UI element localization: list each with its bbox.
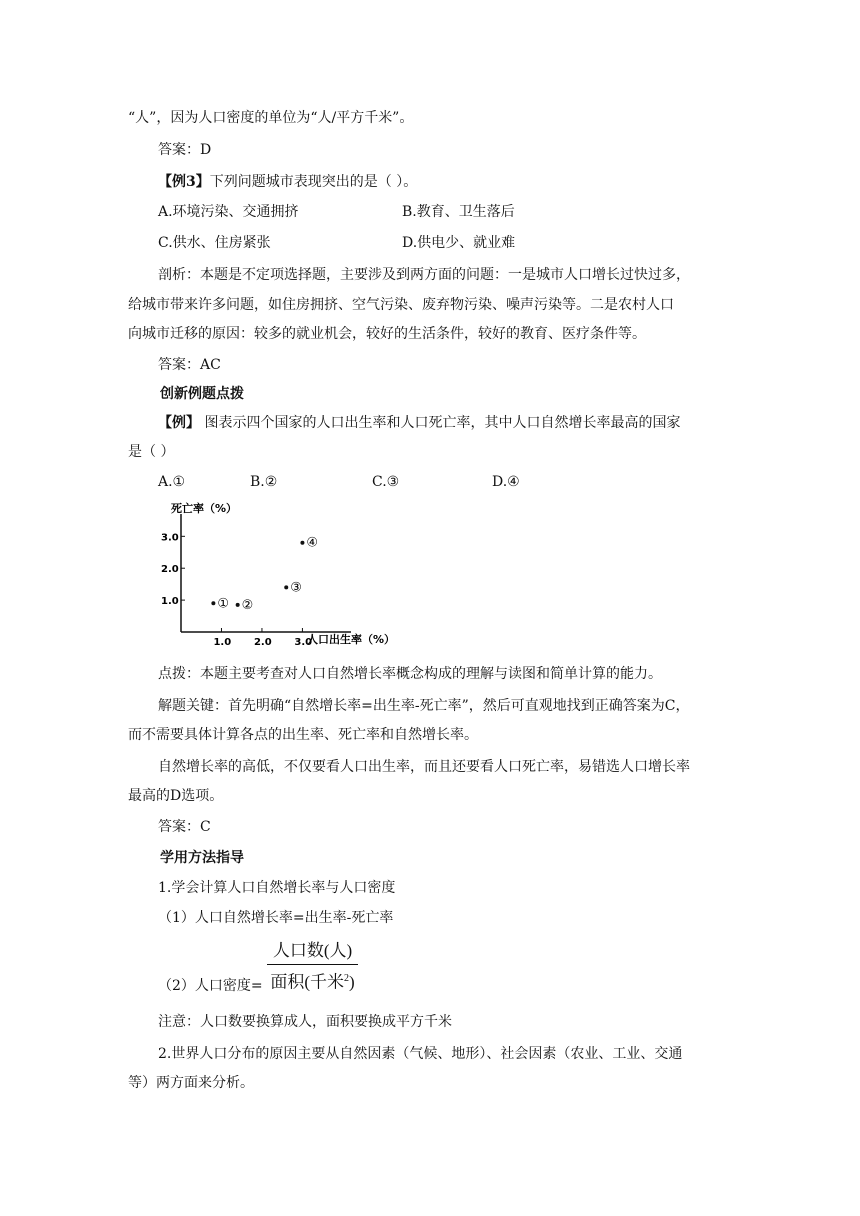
section-heading: 创新例题点拨 <box>160 386 244 402</box>
data-point <box>211 601 215 605</box>
note-line-2: 最高的D选项。 <box>128 788 224 804</box>
example-3-label: 【例3】 <box>158 174 210 190</box>
section-heading: 学用方法指导 <box>160 850 244 866</box>
method-line-2b: 等）两方面来分析。 <box>128 1075 254 1091</box>
method-line-1: 1.学会计算人口自然增长率与人口密度 <box>158 880 396 896</box>
method-line-2a: 2.世界人口分布的原因主要从自然因素（气候、地形）、社会因素（农业、工业、交通 <box>158 1046 683 1062</box>
option-c: C.供水、住房紧张 <box>158 235 271 251</box>
data-point-label: ② <box>241 597 254 613</box>
key-line-2: 而不需要具体计算各点的出生率、死亡率和自然增长率。 <box>128 727 478 743</box>
data-point-label: ④ <box>306 535 319 551</box>
tip-line: 点拨：本题主要考查对人口自然增长率概念构成的理解与读图和简单计算的能力。 <box>158 666 662 682</box>
data-point <box>236 603 240 607</box>
data-point-label: ① <box>217 596 230 612</box>
fraction-numerator: 人口数(人) <box>272 941 353 960</box>
option-a: A.环境污染、交通拥挤 <box>158 204 299 220</box>
example-text: 图表示四个国家的人口出生率和人口死亡率，其中人口自然增长率最高的国家 <box>200 415 681 431</box>
answer-line: 答案：AC <box>158 357 221 373</box>
x-tick-label: 3.0 <box>294 637 313 648</box>
text-line: “人”，因为人口密度的单位为“人/平方千米”。 <box>128 110 414 126</box>
x-tick-label: 2.0 <box>253 637 272 648</box>
answer-line: 答案：D <box>158 142 212 158</box>
option-b: B.② <box>250 474 278 490</box>
y-axis-label: 死亡率（%） <box>171 502 238 515</box>
data-point-label: ③ <box>290 580 302 596</box>
method-line-1b: （2）人口密度= <box>158 978 263 994</box>
x-tick-label: 1.0 <box>213 637 232 648</box>
analysis-line-3: 向城市迁移的原因：较多的就业机会，较好的生活条件，较好的教育、医疗条件等。 <box>128 326 646 342</box>
data-point <box>284 585 288 589</box>
fraction-denominator: 面积(千米$^2$) <box>270 972 355 992</box>
note-line-3: 注意：人口数要换算成人，面积要换成平方千米 <box>158 1014 452 1030</box>
density-fraction <box>265 940 360 994</box>
option-d: D.供电少、就业难 <box>402 235 516 251</box>
x-axis-label: 人口出生率（%） <box>307 633 396 646</box>
example-question-line-2: 是（ ） <box>128 444 175 460</box>
example-3-question <box>158 172 417 192</box>
option-b: B.教育、卫生落后 <box>402 204 515 220</box>
analysis-line-2: 给城市带来许多问题，如住房拥挤、空气污染、废弃物污染、噪声污染等。二是农村人口 <box>128 297 674 313</box>
option-d: D.④ <box>492 474 520 490</box>
analysis-line-1: 剖析：本题是不定项选择题，主要涉及到两方面的问题：一是城市人口增长过快过多， <box>158 267 690 283</box>
key-line-1: 解题关键：首先明确“自然增长率=出生率-死亡率”，然后可直观地找到正确答案为C， <box>158 698 690 714</box>
option-a: A.① <box>158 474 186 490</box>
method-line-1a: （1）人口自然增长率=出生率-死亡率 <box>158 910 394 926</box>
y-tick-label: 1.0 <box>161 596 179 608</box>
data-point <box>300 541 304 545</box>
example-label: 【例】 <box>158 415 200 431</box>
answer-line: 答案：C <box>158 819 211 835</box>
birth-death-rate-chart <box>155 496 396 648</box>
y-tick-label: 2.0 <box>161 564 179 576</box>
y-tick-label: 3.0 <box>161 532 179 544</box>
option-c: C.③ <box>372 474 400 490</box>
example-3-text: 下列问题城市表现突出的是（ ）。 <box>209 174 418 190</box>
note-line-1: 自然增长率的高低，不仅要看人口出生率，而且还要看人口死亡率，易错选人口增长率 <box>158 759 690 775</box>
example-question-line-1 <box>158 413 680 433</box>
fraction-bar <box>267 964 358 965</box>
